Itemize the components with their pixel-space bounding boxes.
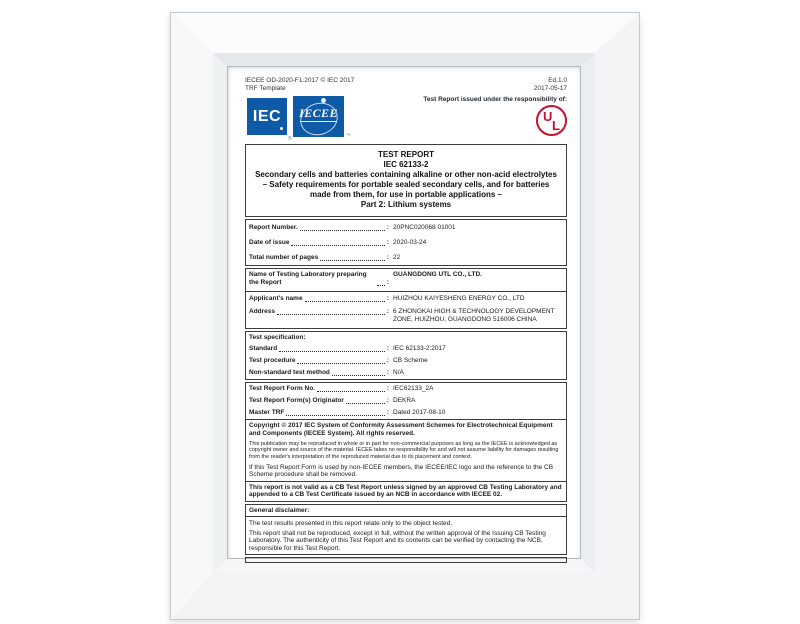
label-text: Test Report Form No. [249, 385, 315, 392]
field-value: CB Scheme [393, 357, 428, 364]
registered-mark: ® [288, 136, 292, 142]
validity-note: This report is not valid as a CB Test Report unless signed by an approved CB Testing Laboratory and appended to a CB Test Certificate issued by an NCB in accordance with IECEE 02. [249, 483, 562, 499]
field-value: IEC62133_2A [393, 385, 434, 392]
label-text: Address [249, 308, 276, 315]
field-label [249, 239, 389, 247]
field-value: GUANGDONG UTL CO., LTD. [393, 271, 482, 278]
field-value: DEKRA [393, 397, 416, 404]
field-value: HUIZHOU KAIYESHENG ENERGY CO., LTD [393, 295, 525, 302]
test-specification-box [245, 331, 567, 380]
dotted-leader [277, 314, 385, 315]
field-label [249, 224, 389, 232]
field-label [249, 271, 389, 287]
doc-reference: IECEE OD-2020-F1:2017 © IEC 2017 [245, 77, 355, 84]
ul-logo [536, 105, 567, 136]
copyright-fine-print: This publication may be reproduced in whole or in part for non-commercial purposes as long as the IECEE is acknowledged as copyright owner and source of the material. IECEE takes no responsibility for and will not assume liability for damages resulting from the reader's interpretation of the reproduced material due to its placement and context. [249, 441, 559, 460]
colon: : [386, 223, 389, 231]
field-label [249, 369, 389, 377]
frame-face [171, 13, 639, 619]
report-form-box [245, 382, 567, 502]
globe-dot-icon [321, 98, 326, 103]
field-value: 22 [393, 253, 401, 261]
report-heading: TEST REPORT [377, 150, 434, 159]
standard-scope: Secondary cells and batteries containing alkaline or other non-acid electrolytes – Safety requirements for portable sealed secondary cells, and for batteries made from them, for use in portable applications – [255, 170, 557, 199]
standard-part: Part 2: Lithium systems [360, 200, 452, 209]
field-label [249, 397, 389, 405]
total-pages-row [246, 250, 566, 265]
master-trf-row [246, 407, 566, 419]
dotted-leader [320, 260, 385, 261]
field-label [249, 308, 389, 316]
disclaimer-line1: The test results presented in this report relate only to the object tested. [249, 520, 453, 528]
field-value: 2020-03-24 [393, 238, 427, 246]
report-number-row [246, 220, 566, 235]
non-standard-method-row [246, 367, 566, 379]
iecee-logo [293, 96, 344, 137]
dotted-leader [377, 285, 385, 286]
dotted-leader [305, 301, 385, 302]
label-text: Non-standard test method [249, 369, 330, 376]
date-of-issue-row [246, 235, 566, 250]
label-text: Test Report Form(s) Originator [249, 397, 344, 404]
form-number-row [246, 383, 566, 395]
label-text: Total number of pages [249, 253, 319, 261]
empty-footer-row [245, 557, 567, 563]
label-text: Test procedure [249, 357, 296, 364]
dotted-leader [297, 363, 384, 364]
responsibility-block [423, 96, 567, 141]
dotted-leader [332, 375, 385, 376]
label-text: Date of issue [249, 238, 290, 246]
field-value: Dated 2017-08-10 [393, 409, 446, 416]
brand-row [245, 96, 567, 142]
field-label [249, 254, 389, 262]
form-originator-row [246, 395, 566, 407]
dotted-leader [300, 230, 385, 231]
document-header [245, 77, 567, 93]
non-member-note: If this Test Report Form is used by non-IECEE members, the IECEE/IEC logo and the reference to the CB Scheme procedure shall be removed. [249, 463, 554, 479]
dotted-leader [286, 415, 384, 416]
colon: : [386, 357, 389, 364]
disclaimer-line2: This report shall not be reproduced, except in full, without the written approval of the Issuing CB Testing Laboratory. The authenticity of this Test Report and its contents can be verified by contacting the NCB, responsible for this Test Report. [249, 529, 546, 552]
field-label [249, 385, 389, 393]
test-report-document [227, 66, 581, 559]
header-left [245, 77, 354, 93]
edition-label: Ed.1.0 [548, 77, 567, 84]
field-value: IEC 62133-2:2017 [393, 345, 446, 352]
picture-frame [170, 12, 640, 620]
iec-logo-text: IEC [252, 107, 282, 125]
iecee-underline [300, 121, 337, 122]
laboratory-box [245, 268, 567, 329]
colon: : [386, 369, 389, 376]
test-procedure-row [246, 355, 566, 367]
general-disclaimer-box [245, 504, 567, 556]
field-label [249, 409, 389, 417]
iec-logo [247, 98, 287, 135]
field-value: 6 ZHONGKAI HIGH & TECHNOLOGY DEVELOPMENT ZONE, HUIZHOU, GUANGDONG 516006 CHINA [393, 308, 555, 323]
field-label [249, 357, 389, 365]
iecee-logo-text: IECEE [299, 106, 338, 120]
dotted-leader [346, 403, 385, 404]
report-info-box [245, 219, 567, 266]
dotted-leader [317, 391, 385, 392]
field-value: N/A [393, 369, 404, 376]
address-row [246, 306, 566, 328]
trademark-mark: ™ [346, 133, 351, 139]
colon: : [386, 397, 389, 404]
applicant-name-row [246, 292, 566, 306]
label-text: Applicant's name [249, 295, 303, 302]
standard-number: IEC 62133-2 [383, 160, 429, 169]
header-right [534, 77, 567, 93]
test-spec-heading: Test specification: [249, 334, 306, 341]
title-box [245, 144, 567, 217]
label-text: Master TRF [249, 409, 285, 416]
field-value: 20PNC020068 01001 [393, 223, 456, 231]
disclaimer-heading: General disclaimer: [249, 506, 310, 514]
ul-letter-l: L [552, 118, 560, 133]
dotted-leader [291, 245, 384, 246]
label-text: Report Number. [249, 223, 298, 231]
field-label [249, 295, 389, 303]
colon: : [386, 409, 389, 416]
label-text: Standard [249, 345, 278, 352]
colon: : [386, 253, 389, 261]
edition-date: 2017-05-17 [533, 85, 567, 92]
colon: : [386, 308, 389, 315]
ul-letter-u: U [543, 109, 553, 124]
trf-template-label: TRF Template [245, 85, 286, 92]
dotted-leader [279, 351, 385, 352]
standard-row [246, 343, 566, 355]
iec-logo-dot-icon [280, 127, 284, 131]
colon: : [386, 295, 389, 302]
colon: : [386, 345, 389, 352]
field-label [249, 345, 389, 353]
colon: : [386, 279, 389, 286]
testing-laboratory-row [246, 269, 566, 291]
colon: : [386, 238, 389, 246]
responsibility-text: Test Report issued under the responsibility of: [423, 96, 567, 103]
label-text: Name of Testing Laboratory preparing the Report [249, 271, 367, 286]
copyright-notice: Copyright © 2017 IEC System of Conformity Assessment Schemes for Electrotechnical Equipment and Components (IECEE System). All rights reserved. [249, 422, 553, 437]
colon: : [386, 385, 389, 392]
frame-bevel [213, 53, 595, 573]
